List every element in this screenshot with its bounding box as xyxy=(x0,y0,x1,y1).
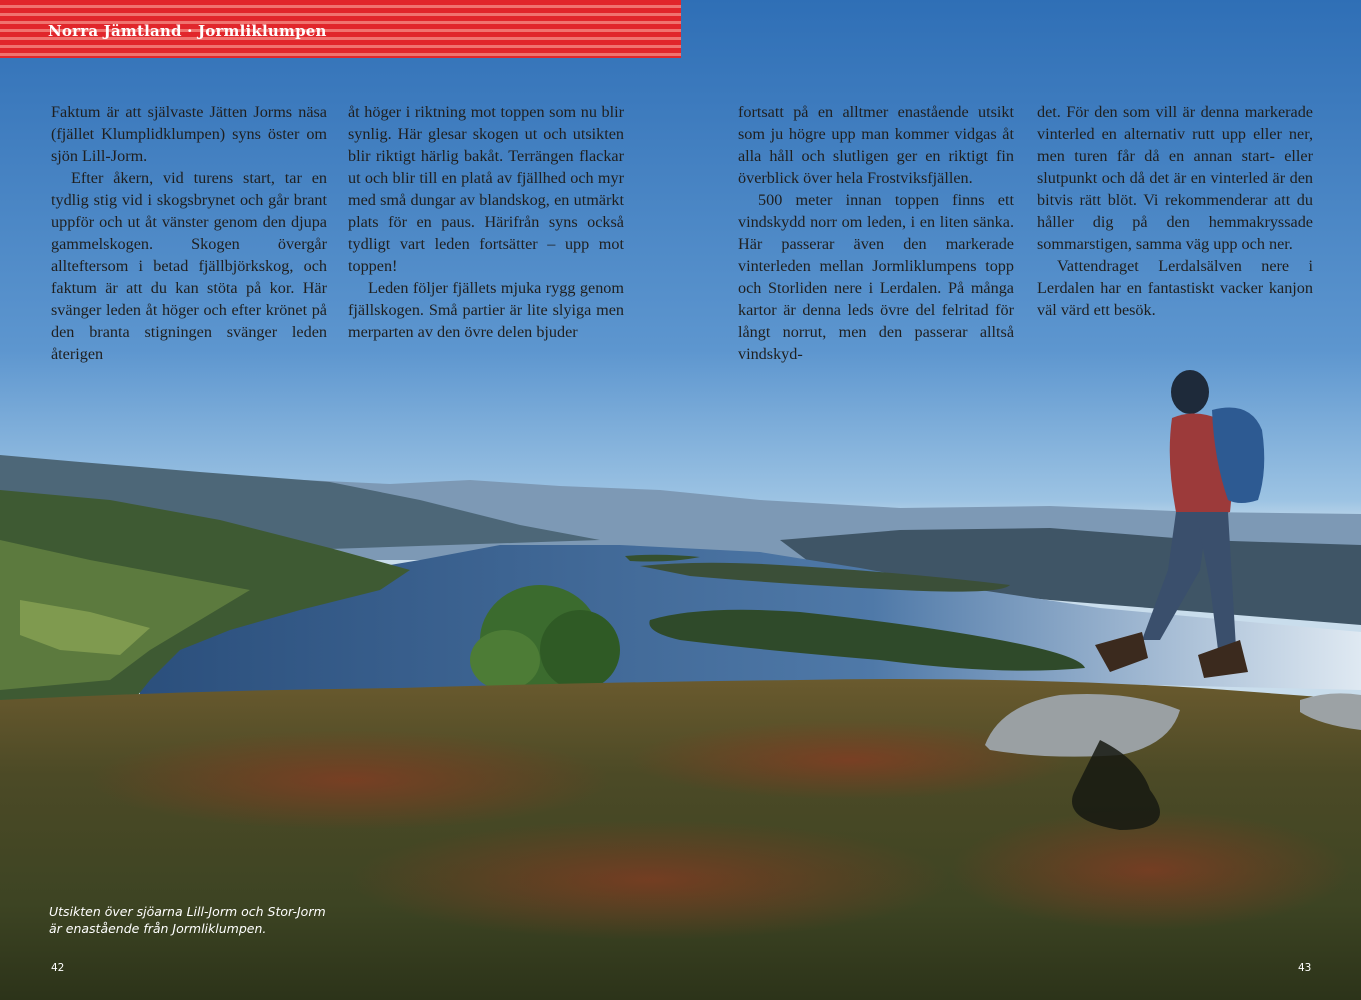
paragraph: Efter åkern, vid turens start, tar en tydlig stig vid i skogsbrynet och går brant uppför och ut åt vänster genom den djupa gammelskogen. Skogen övergår allteftersom i betad fjällbjörkskog, och faktum är att du kan stöta på kor. Här svänger leden åt höger och efter krönet på den branta stigningen svänger leden återigen xyxy=(51,169,327,363)
photo-caption xyxy=(49,903,326,937)
text-column-2 xyxy=(348,101,624,343)
paragraph: Leden följer fjällets mjuka rygg genom fjällskogen. Små partier är lite slyiga men merparten av den övre delen bjuder xyxy=(348,279,624,341)
page-number-right: 43 xyxy=(1298,962,1312,974)
text-column-3 xyxy=(738,101,1014,365)
paragraph: åt höger i riktning mot toppen som nu blir synlig. Här glesar skogen ut och utsikten blir riktigt härlig bakåt. Terrängen flackar ut och blir till en platå av fjällhed och myr med små dungar av blandskog, en utmärkt plats för en paus. Härifrån syns också tydligt vart leden fortsätter – upp mot toppen! xyxy=(348,103,624,275)
text-column-1 xyxy=(51,101,327,365)
caption-line: Utsikten över sjöarna Lill-Jorm och Stor-Jorm xyxy=(49,904,326,919)
text-column-4 xyxy=(1037,101,1313,321)
page-number-left: 42 xyxy=(51,962,65,974)
paragraph: det. För den som vill är denna markerade vinterled en alternativ rutt upp eller ner, men turen får då en annan start- eller slutpunkt och då det är en vinterled är den bitvis rätt blöt. Vi rekommenderar att du håller dig på den hemmakryssade sommarstigen, samma väg upp och ner. xyxy=(1037,103,1313,253)
paragraph: Faktum är att självaste Jätten Jorms näsa (fjället Klumplidklumpen) syns öster om sjön Lill-Jorm. xyxy=(51,103,327,165)
paragraph: 500 meter innan toppen finns ett vindskydd norr om leden, i en liten sänka. Här passerar även den markerade vinterleden mellan Jormliklumpens topp och Storliden nere i Lerdalen. På många kartor är denna leds övre del felritad för långt norrut, men den passerar alltså vindskyd- xyxy=(738,191,1014,363)
caption-line: är enastående från Jormliklumpen. xyxy=(49,921,267,936)
paragraph: Vattendraget Lerdalsälven nere i Lerdalen har en fantastiskt vacker kanjon väl värd ett besök. xyxy=(1037,257,1313,319)
chapter-header-title: Norra Jämtland · Jormliklumpen xyxy=(48,22,327,40)
paragraph: fortsatt på en alltmer enastående utsikt som ju högre upp man kommer vidgas åt alla håll och slutligen ger en riktigt fin överblick över hela Frostviksfjällen. xyxy=(738,103,1014,187)
